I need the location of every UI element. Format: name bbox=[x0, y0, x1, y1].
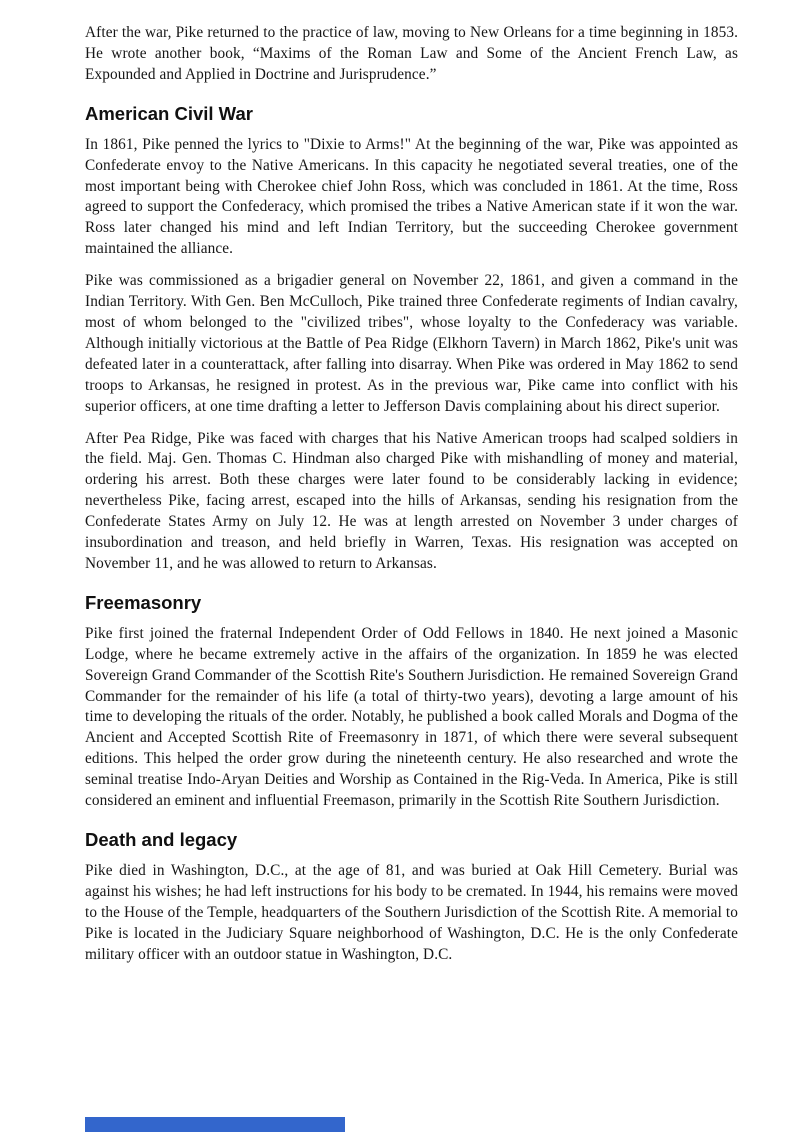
paragraph-civil-war-2: Pike was commissioned as a brigadier general on November 22, 1861, and given a command in the Indian Territory. With Gen. Ben McCulloch, Pike trained three Confederate regiments of Indian cavalry, most of whom belonged to the "civilized tribes", whose loyalty to the Confederacy was variable. Although initially victorious at the Battle of Pea Ridge (Elkhorn Tavern) in March 1862, Pike's unit was defeated later in a counterattack, after falling into disarray. When Pike was ordered in May 1862 to send troops to Arkansas, he resigned in protest. As in the previous war, Pike came into conflict with his superior officers, at one time drafting a letter to Jefferson Davis complaining about his direct superior. bbox=[85, 272, 738, 415]
page-bottom-blue-bar bbox=[85, 1117, 345, 1132]
paragraph-freemasonry-1: Pike first joined the fraternal Independent Order of Odd Fellows in 1840. He next joined a Masonic Lodge, where he became extremely active in the affairs of the organization. In 1859 he was elected Sovereign Grand Commander of the Scottish Rite's Southern Jurisdiction. He remained Sovereign Grand Commander for the remainder of his life (a total of thirty-two years), devoting a large amount of his time to developing the rituals of the order. Notably, he published a book called Morals and Dogma of the Ancient and Accepted Scottish Rite of Freemasonry in 1871, of which there were several subsequent editions. This helped the order grow during the nineteenth century. He also researched and wrote the seminal treatise Indo-Aryan Deities and Worship as Contained in the Rig-Veda. In America, Pike is still considered an eminent and influential Freemason, primarily in the Scottish Rite Southern Jurisdiction. bbox=[85, 624, 738, 810]
section-heading-american-civil-war: American Civil War bbox=[85, 102, 253, 124]
paragraph-civil-war-3: After Pea Ridge, Pike was faced with charges that his Native American troops had scalped soldiers in the field. Maj. Gen. Thomas C. Hindman also charged Pike with mishandling of money and material, ordering his arrest. Both these charges were later found to be considerably lacking in evidence; nevertheless Pike, facing arrest, escaped into the hills of Arkansas, sending his resignation from the Confederate States Army on July 12. He was at length arrested on November 3 under charges of insubordination and treason, and held briefly in Warren, Texas. His resignation was accepted on November 11, and he was allowed to return to Arkansas. bbox=[85, 429, 738, 572]
intro-paragraph: After the war, Pike returned to the practice of law, moving to New Orleans for a time beginning in 1853. He wrote another book, “Maxims of the Roman Law and Some of the Ancient French Law, as Expounded and Applied in Doctrine and Jurisprudence.” bbox=[85, 24, 738, 83]
section-heading-death-and-legacy: Death and legacy bbox=[85, 829, 238, 850]
paragraph-civil-war-1: In 1861, Pike penned the lyrics to "Dixie to Arms!" At the beginning of the war, Pike was appointed as Confederate envoy to the Native Americans. In this capacity he negotiated several treaties, one of the most important being with Cherokee chief John Ross, which was concluded in 1861. At the time, Ross agreed to support the Confederacy, which promised the tribes a Native American state if it won the war. Ross later changed his mind and left Indian Territory, but the succeeding Cherokee government maintained the alliance. bbox=[85, 135, 738, 258]
paragraph-death-legacy-1: Pike died in Washington, D.C., at the age of 81, and was buried at Oak Hill Cemetery. Burial was against his wishes; he had left instructions for his body to be cremated. In 1944, his remains were moved to the House of the Temple, headquarters of the Southern Jurisdiction of the Scottish Rite. A memorial to Pike is located in the Judiciary Square neighborhood of Washington, D.C. He is the only Confederate military officer with an outdoor statue in Washington, D.C. bbox=[85, 862, 738, 963]
section-heading-freemasonry: Freemasonry bbox=[85, 591, 202, 613]
